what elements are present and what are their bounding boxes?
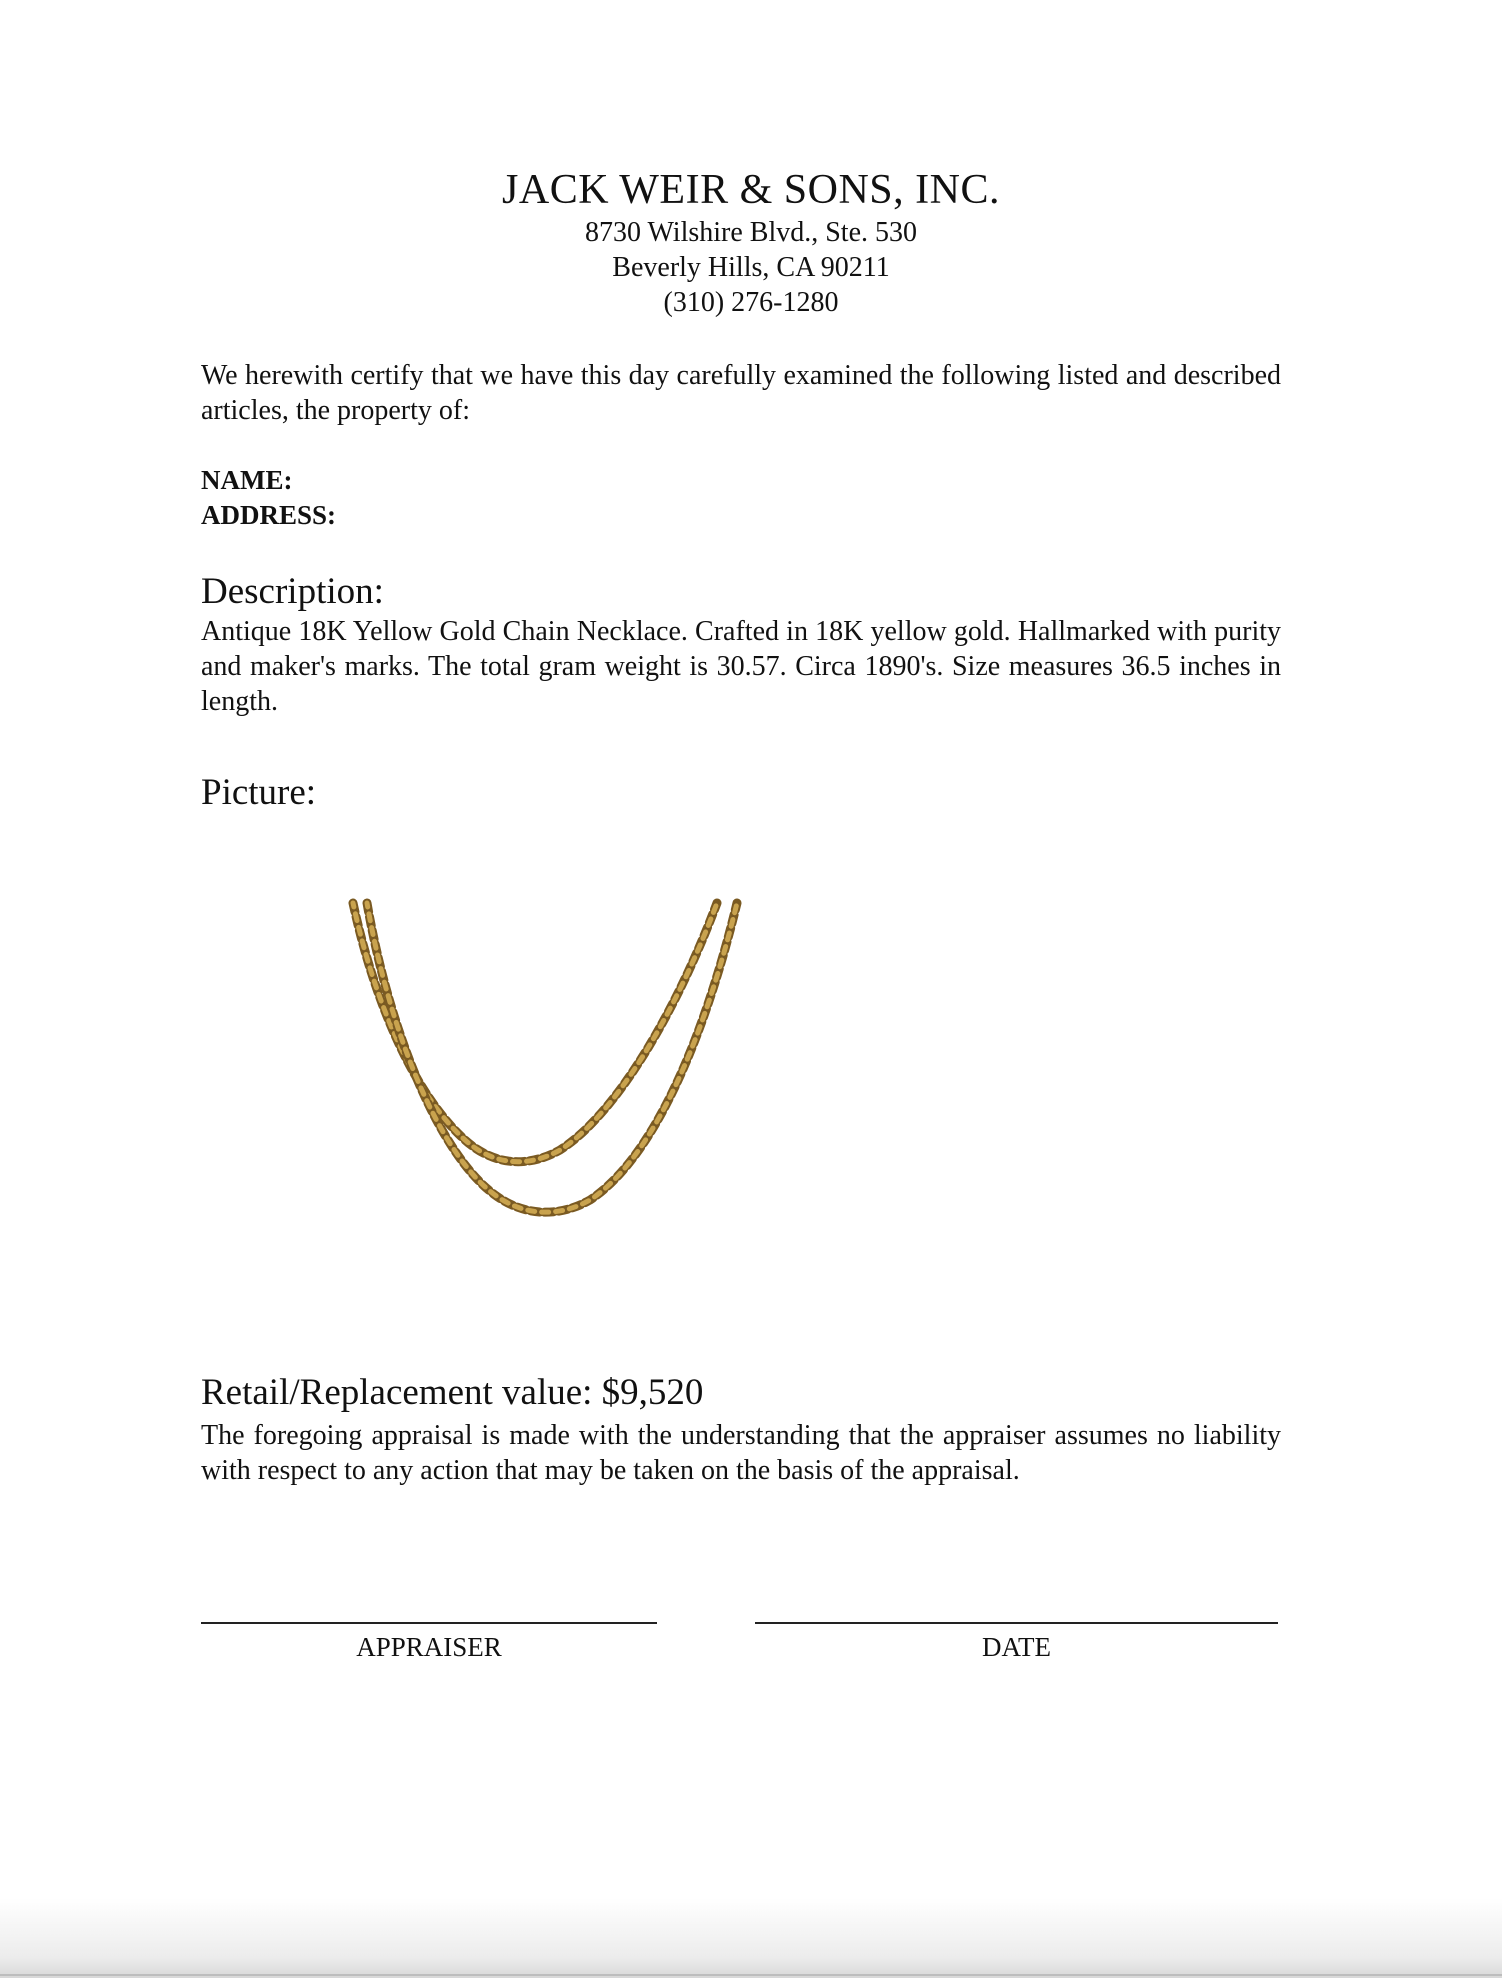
company-address-line1: 8730 Wilshire Blvd., Ste. 530 <box>584 217 918 248</box>
picture-heading: Picture: <box>201 772 317 813</box>
description-heading: Description: <box>201 571 384 612</box>
page-bottom-edge <box>0 1974 1502 1976</box>
description-text: Antique 18K Yellow Gold Chain Necklace. Crafted in 18K yellow gold. Hallmarked with purity and maker's marks. The total gram weight is 30.57. Circa 1890's. Size measures 36.5 inches in length. <box>201 616 1281 717</box>
name-label: NAME: <box>201 465 293 495</box>
company-phone: (310) 276-1280 <box>663 287 839 318</box>
certification-intro: We herewith certify that we have this day carefully examined the following listed and described articles, the property of: <box>201 360 1281 426</box>
appraiser-signature-line <box>201 1622 657 1624</box>
address-label: ADDRESS: <box>201 500 337 530</box>
date-signature-line <box>755 1622 1278 1624</box>
chain-strand-inner <box>353 903 717 1162</box>
liability-disclaimer: The foregoing appraisal is made with the understanding that the appraiser assumes no liability with respect to any action that may be taken on the basis of the appraisal. <box>201 1420 1281 1486</box>
chain-strand-outer <box>367 903 737 1212</box>
appraiser-label: APPRAISER <box>356 1632 502 1662</box>
owner-fields <box>201 463 1281 533</box>
company-header <box>0 165 1502 320</box>
retail-value-heading: Retail/Replacement value: $9,520 <box>201 1372 704 1413</box>
company-address-line2: Beverly Hills, CA 90211 <box>612 252 890 283</box>
date-label: DATE <box>982 1632 1051 1662</box>
company-name: JACK WEIR & SONS, INC. <box>502 167 1000 213</box>
necklace-picture <box>345 895 750 1240</box>
page-bottom-shadow <box>0 1898 1502 1978</box>
